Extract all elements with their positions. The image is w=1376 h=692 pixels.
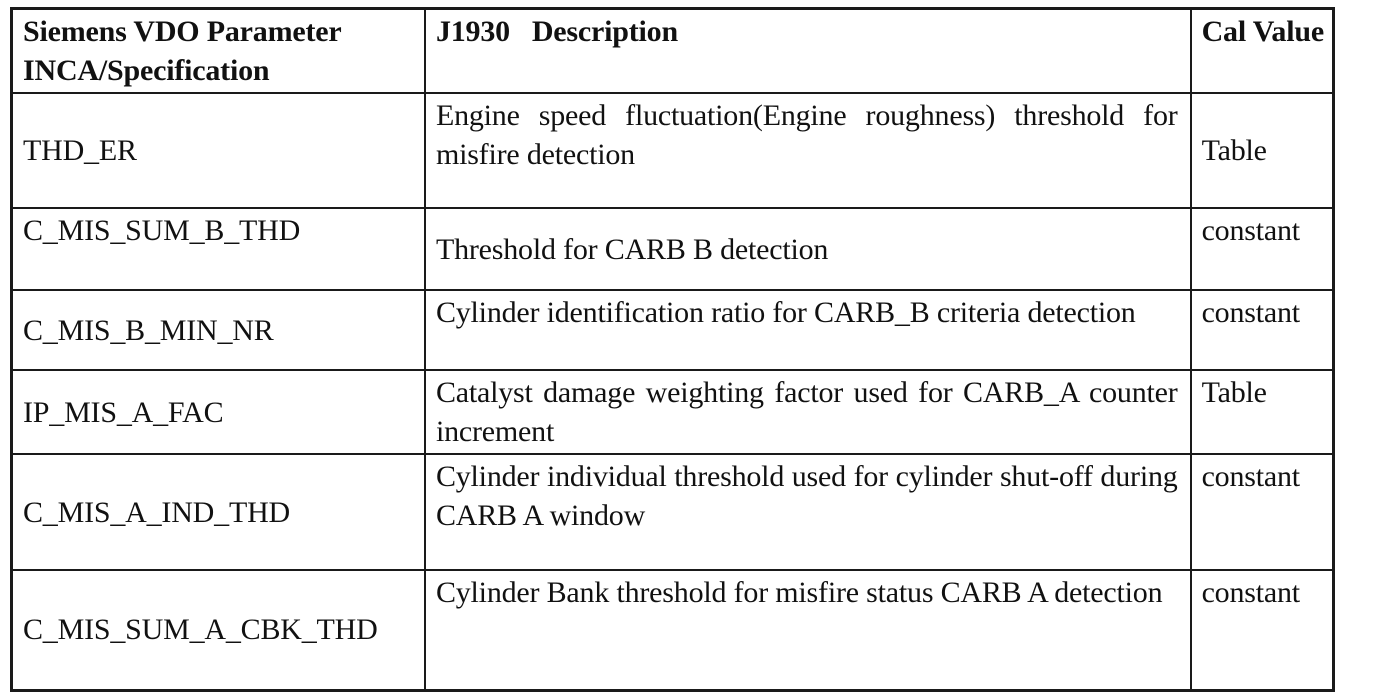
cell-cal-value: constant — [1191, 454, 1334, 570]
calibration-parameter-table — [10, 7, 1335, 692]
cell-description: Catalyst damage weighting factor used for CARB_A counter increment — [425, 370, 1191, 454]
cell-cal-value: constant — [1191, 570, 1334, 690]
table-row — [12, 208, 1334, 290]
cell-cal-value: Table — [1191, 93, 1334, 208]
cell-description: Engine speed fluctuation(Engine roughness) threshold for misfire detection — [425, 93, 1191, 208]
cell-description: Cylinder Bank threshold for misfire status CARB A detection — [425, 570, 1191, 690]
cell-description: Threshold for CARB B detection — [425, 208, 1191, 290]
cell-parameter: IP_MIS_A_FAC — [12, 370, 425, 454]
cell-parameter: C_MIS_SUM_A_CBK_THD — [12, 570, 425, 690]
cell-parameter: C_MIS_SUM_B_THD — [12, 208, 425, 290]
table-row — [12, 290, 1334, 370]
table-row — [12, 93, 1334, 208]
cell-cal-value: constant — [1191, 290, 1334, 370]
header-parameter: Siemens VDO Parameter INCA/Specification — [12, 9, 425, 94]
cell-description: Cylinder individual threshold used for cylinder shut-off during CARB A window — [425, 454, 1191, 570]
header-description: J1930 Description — [425, 9, 1191, 94]
cell-cal-value: constant — [1191, 208, 1334, 290]
cell-description: Cylinder identification ratio for CARB_B criteria detection — [425, 290, 1191, 370]
cell-parameter: C_MIS_B_MIN_NR — [12, 290, 425, 370]
table-row — [12, 570, 1334, 690]
table-row — [12, 370, 1334, 454]
cell-cal-value: Table — [1191, 370, 1334, 454]
header-cal-value: Cal Value — [1191, 9, 1334, 94]
cell-parameter: THD_ER — [12, 93, 425, 208]
table-header-row — [12, 9, 1334, 94]
cell-parameter: C_MIS_A_IND_THD — [12, 454, 425, 570]
table-row — [12, 454, 1334, 570]
